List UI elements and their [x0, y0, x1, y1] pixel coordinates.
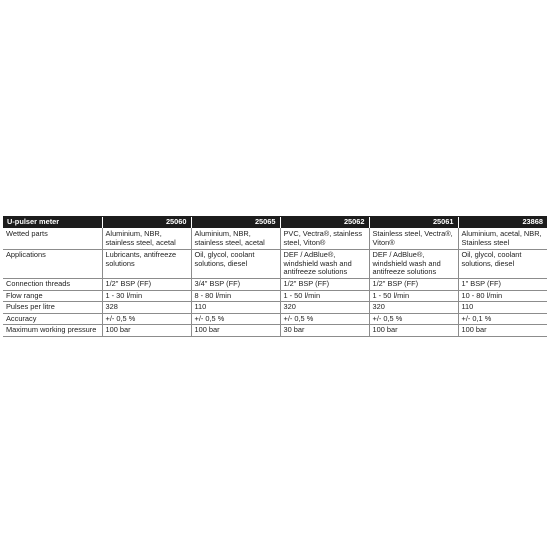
table-cell: Aluminium, NBR, stainless steel, acetal — [191, 228, 280, 250]
model-header-23868: 23868 — [458, 217, 547, 229]
table-cell: 1 - 50 l/min — [369, 290, 458, 302]
row-label-pulses-per-litre: Pulses per litre — [3, 302, 102, 314]
table-row-wetted-parts — [3, 228, 547, 250]
table-row-flow-range — [3, 290, 547, 302]
table-cell: 100 bar — [102, 325, 191, 337]
table-cell: Lubricants, antifreeze solutions — [102, 250, 191, 279]
table-cell: 1/2" BSP (FF) — [369, 278, 458, 290]
table-cell: 320 — [280, 302, 369, 314]
table-cell: 1" BSP (FF) — [458, 278, 547, 290]
table-cell: Aluminium, NBR, stainless steel, acetal — [102, 228, 191, 250]
model-header-25062: 25062 — [280, 217, 369, 229]
table-cell: 8 - 80 l/min — [191, 290, 280, 302]
model-header-25060: 25060 — [102, 217, 191, 229]
table-row-maximum-working-pressure — [3, 325, 547, 337]
table-cell: 110 — [191, 302, 280, 314]
table-cell: +/- 0,1 % — [458, 313, 547, 325]
table-row-applications — [3, 250, 547, 279]
table-row-pulses-per-litre — [3, 302, 547, 314]
table-cell: 100 bar — [369, 325, 458, 337]
table-cell: 100 bar — [458, 325, 547, 337]
spec-table — [3, 216, 547, 337]
row-label-accuracy: Accuracy — [3, 313, 102, 325]
table-cell: 320 — [369, 302, 458, 314]
table-cell: 1/2" BSP (FF) — [102, 278, 191, 290]
table-cell: +/- 0,5 % — [102, 313, 191, 325]
table-cell: Oil, glycol, coolant solutions, diesel — [458, 250, 547, 279]
row-label-flow-range: Flow range — [3, 290, 102, 302]
table-cell: 100 bar — [191, 325, 280, 337]
table-cell: +/- 0,5 % — [280, 313, 369, 325]
table-cell: PVC, Vectra®, stainless steel, Viton® — [280, 228, 369, 250]
table-cell: 30 bar — [280, 325, 369, 337]
table-cell: Oil, glycol, coolant solutions, diesel — [191, 250, 280, 279]
row-label-maximum-working-pressure: Maximum working pressure — [3, 325, 102, 337]
table-cell: DEF / AdBlue®, windshield wash and antifreeze solutions — [369, 250, 458, 279]
table-cell: Aluminium, acetal, NBR, Stainless steel — [458, 228, 547, 250]
table-cell: 1 - 50 l/min — [280, 290, 369, 302]
table-cell: +/- 0,5 % — [191, 313, 280, 325]
table-cell: DEF / AdBlue®, windshield wash and antifreeze solutions — [280, 250, 369, 279]
row-label-connection-threads: Connection threads — [3, 278, 102, 290]
row-label-wetted-parts: Wetted parts — [3, 228, 102, 250]
model-header-25061: 25061 — [369, 217, 458, 229]
table-cell: 1/2" BSP (FF) — [280, 278, 369, 290]
table-header-row — [3, 217, 547, 229]
table-cell: 3/4" BSP (FF) — [191, 278, 280, 290]
model-header-25065: 25065 — [191, 217, 280, 229]
table-cell: 110 — [458, 302, 547, 314]
table-cell: 328 — [102, 302, 191, 314]
table-cell: 10 - 80 l/min — [458, 290, 547, 302]
table-cell: 1 - 30 l/min — [102, 290, 191, 302]
table-cell: Stainless steel, Vectra®, Viton® — [369, 228, 458, 250]
table-row-connection-threads — [3, 278, 547, 290]
table-row-accuracy — [3, 313, 547, 325]
row-label-applications: Applications — [3, 250, 102, 279]
table-header-label: U-pulser meter — [3, 217, 102, 229]
table-cell: +/- 0,5 % — [369, 313, 458, 325]
